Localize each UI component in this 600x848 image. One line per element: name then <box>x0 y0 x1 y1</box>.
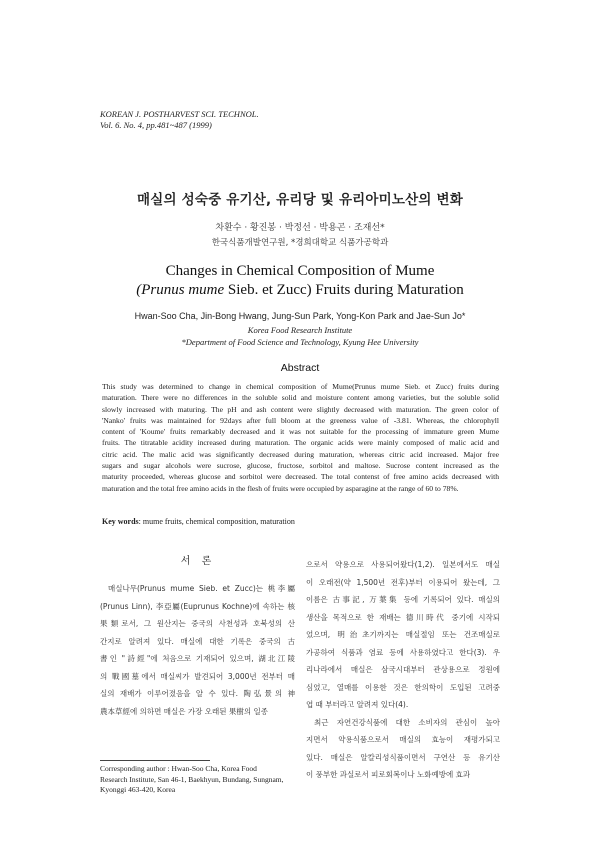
title-english-line1: Changes in Chemical Composition of Mume <box>165 263 435 279</box>
body-text-line: 실의 재배가 이루어졌음을 알 수 있다. 陶弘景의 神 <box>100 689 295 698</box>
scientific-name: (Prunus mume <box>136 282 225 298</box>
correspondence-footnote <box>100 764 300 796</box>
body-text-line: 으로서 약용으로 사용되어왔다(1,2). 일본에서도 매실 <box>306 560 500 569</box>
body-text-line: 이름은 古事記, 万葉集 등에 기록되어 있다. 매실의 <box>306 595 500 604</box>
body-text-line: 이 오래전(약 1,500년 전후)부터 이용되어 왔는데, 그 <box>306 577 500 587</box>
body-text-line: 리나라에서 매실은 삼국시대부터 관상용으로 정원에 <box>306 665 500 674</box>
section-heading-introduction: 서 론 <box>180 556 216 567</box>
title-korean: 매실의 성숙중 유기산, 유리당 및 유리아미노산의 변화 <box>136 192 464 208</box>
body-text-line: 간지로 알려져 있다. 매실에 대한 기록은 중국의 古 <box>100 636 295 646</box>
affiliation-english-line2: *Department of Food Science and Technology, Kyung Hee University <box>181 337 419 347</box>
right-column-text <box>306 556 500 784</box>
body-text-line: 이 풍부한 과실로서 피로회복이나 노화예방에 효과 <box>306 770 471 779</box>
body-text-line: 書인 "詩經"에 처음으로 기재되어 있으며, 湖北江陵 <box>100 654 295 663</box>
body-text-line: 있다. 매실은 알칼리성식품이면서 구연산 등 유기산 <box>306 752 500 762</box>
abstract-line: slowly increased with maturing. The pH and ash content were slightly decreased with maturation. The green color of <box>102 404 499 414</box>
abstract-line: This study was determined to change in chemical composition of Mume(Prunus mume Sieb. et Zucc) fruits during <box>102 382 499 391</box>
abstract-line: citric acid. The malic acid was significantly decreased during maturation, whereas citric acid increased. Major free <box>102 449 499 459</box>
journal-volume: Vol. 6. No. 4, pp.481~487 (1999) <box>100 120 212 130</box>
body-text-line: 매실나무(Prunus mume Sieb. et Zucc)는 桃李屬 <box>108 584 295 593</box>
abstract-line: 'Nanko' fruits was maintained for 92days after full bloom at the greeness value of -3.81. Whereas, the chlorophyll <box>102 415 499 425</box>
keywords <box>102 517 295 526</box>
body-text-line: (Prunus Linn), 李亞屬(Euprunus Kochne)에 속하는 核 <box>100 601 295 611</box>
abstract-heading: Abstract <box>280 362 320 374</box>
affiliation-korean: 한국식품개발연구원, *경희대학교 식품가공학과 <box>211 238 389 248</box>
authors-english: Hwan-Soo Cha, Jin-Bong Hwang, Jung-Sun Park, Yong-Kon Park and Jae-Sun Jo* <box>134 311 466 321</box>
footnote-divider <box>100 760 210 761</box>
title-english <box>0 262 600 300</box>
abstract-body <box>102 381 499 494</box>
correspondence-line: Research Institute, San 46-1, Baekhyun, Bundang, Sungnam, <box>100 774 284 784</box>
body-text-line: 최근 자연건강식품에 대한 소비자의 관심이 높아 <box>314 717 500 727</box>
title-english-line2 <box>0 281 600 300</box>
journal-name: KOREAN J. POSTHARVEST SCI. TECHNOL. <box>100 109 259 119</box>
abstract-line: content of 'Koume' fruits remarkably decreased and it was not suitable for the processing of immature green Mume <box>102 427 499 437</box>
body-text-line: 農本草經에 의하면 매실은 가장 오래된 果樹의 일종 <box>100 706 268 716</box>
body-text-line: 지면서 약용식품으로서 매실의 효능이 재평가되고 <box>306 735 500 744</box>
body-text-line: 생산을 목적으로 한 재배는 德川時代 중기에 시작되 <box>306 612 500 622</box>
journal-header <box>100 109 259 131</box>
correspondence-line: Kyonggi 463-420, Korea <box>100 785 176 794</box>
abstract-line: maturity proceeded, whereas glucose and sorbitol were decreased. The total contenst of free amino acids decreased with <box>102 472 499 482</box>
affiliation-english-line1: Korea Food Research Institute <box>247 325 353 335</box>
abstract-line: fruits. The titratable acidity increased during maturation. The organic acids were mainly composed of malic acid and <box>102 438 499 448</box>
left-column-text <box>100 580 295 720</box>
body-text-line: 엽 때 부터라고 알려져 있다(4). <box>306 700 409 709</box>
body-text-line: 果類로서, 그 원산지는 중국의 사천성과 호북성의 산 <box>100 619 295 628</box>
abstract-line: sugars and sugar alcohols were sucrose, glucose, fructose, sorbitol and maltose. Sucrose content increased as the <box>102 461 499 471</box>
authors-korean: 차환수 · 황진봉 · 박정선 · 박용곤 · 조재선* <box>215 223 385 233</box>
body-text-line: 가공하여 식품과 염료 등에 사용하였다고 한다(3). 우 <box>306 647 500 657</box>
title-english-line2-rest: Sieb. et Zucc) Fruits during Maturation <box>224 282 464 298</box>
body-text-line: 의 戰國墓에서 매실씨가 발견되어 3,000년 전부터 매 <box>100 671 295 681</box>
keywords-text: : mume fruits, chemical composition, maturation <box>138 517 295 526</box>
abstract-line: maturation. There were no differences in the soluble solid and moisture content among varieties, but the soluble solid <box>102 393 499 403</box>
keywords-label: Key words <box>102 517 139 526</box>
abstract-line: maturation and the total free amino acids in the flesh of fruits were occupied by asparagine at the range of 60 to 78%. <box>102 483 459 493</box>
affiliation-english <box>0 324 600 348</box>
correspondence-line: Corresponding author : Hwan-Soo Cha, Korea Food <box>100 764 257 773</box>
body-text-line: 심었고, 열매를 이용한 것은 한의학이 도입된 고려중 <box>306 682 500 692</box>
body-text-line: 었으며, 明治초기까지는 매실절임 또는 건조매실로 <box>306 630 500 639</box>
